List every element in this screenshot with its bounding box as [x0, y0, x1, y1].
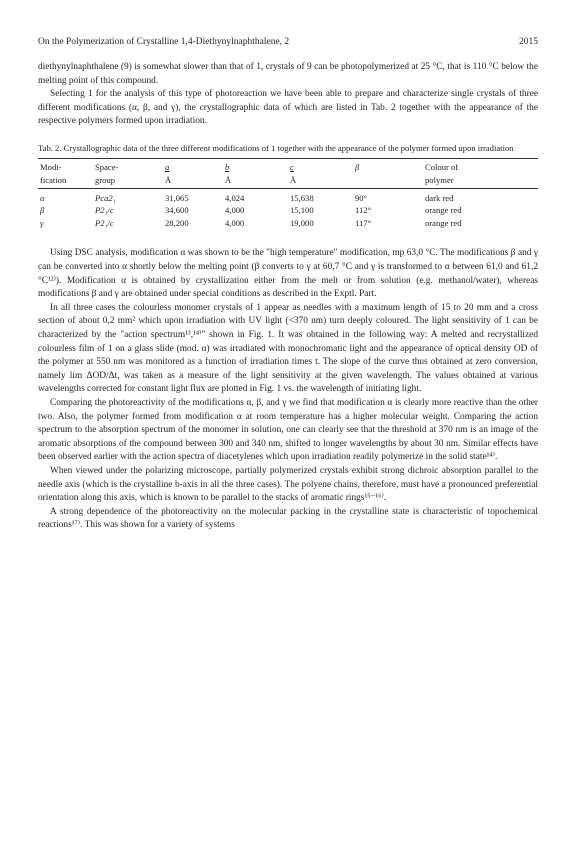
cell-b: 4,024: [225, 192, 245, 203]
col-unit-c: Å: [288, 175, 353, 188]
crystallographic-table: [38, 158, 538, 231]
table-row: [38, 204, 538, 217]
col-unit-a: Å: [163, 175, 223, 188]
cell-space-group: P2₁/c: [95, 217, 114, 228]
cell-beta: 112°: [355, 205, 372, 216]
col-unit-b: Å: [223, 175, 288, 188]
page: [38, 36, 538, 533]
table-row: [38, 188, 538, 204]
cell-modification: β: [40, 205, 45, 216]
col-header-b: b: [223, 159, 288, 175]
page-number: 2015: [519, 37, 538, 47]
running-header: [38, 36, 538, 48]
paragraph-4: In all three cases the colourless monomer crystals of 1 appear as needles with a maximum length of 15 to 20 mm and a cross section of about 0,2 mm² which upon irradiation with UV light (<370 nm) turn deeply coloured. The light sensitivity of 1 can be characterized by the "action spectrum¹³,¹⁴⁾" shown in Fig. 1. It was obtained in the following way: A melted and recrystallized colourless film of 1 on a glass slide (mod. α) was irradiated with monochromatic light and the appearance of optical density OD of the polymer at 550 nm was monitored as a function of irradiation times t. The slope of the curve thus obtained at zero conversion, namely lim ΔOD/Δt, was taken as a measure of the light sensitivity at the given wavelength. The values obtained at various wavelengths corrected for constant light flux are plotted in Fig. 1 vs. the wavelength of initiating light.: [38, 302, 538, 395]
cell-space-group: P2₁/c: [95, 205, 114, 216]
cell-b: 4,000: [225, 205, 245, 216]
col-header-c: c: [288, 159, 353, 175]
col-header-space-group-2: group: [93, 175, 163, 188]
cell-b: 4,000: [225, 217, 245, 228]
cell-beta: 90°: [355, 192, 368, 203]
cell-colour: dark red: [425, 192, 454, 203]
cell-modification: α: [40, 192, 45, 203]
col-header-modification: Modi-: [38, 159, 93, 175]
table-header-row: [38, 159, 538, 175]
cell-space-group: Pca2₁: [95, 192, 116, 203]
col-header-a: a: [163, 159, 223, 175]
running-title: On the Polymerization of Crystalline 1,4-Diethynylnaphthalene, 2: [38, 37, 290, 47]
col-header-space-group: Space-: [93, 159, 163, 175]
cell-beta: 117°: [355, 217, 372, 228]
paragraph-1: diethynylnaphthalene (9) is somewhat slower than that of 1, crystals of 9 can be photopolymerized at 25 °C, that is 110 °C below the melting point of this compound.: [38, 62, 538, 86]
table-caption: Tab. 2. Crystallographic data of the three different modifications of 1 together with the appearance of the polymer formed upon irradiation: [38, 142, 514, 153]
paragraph-3: Using DSC analysis, modification α was shown to be the "high temperature" modification, mp 63,0 °C. The modifications β and γ can be converted into α shortly below the melting point (β converts to γ at 60,7 °C and γ is transformed to α between 61,0 and 61,2 °C¹²⁾). Modification α is obtained by crystallization either from the melt or from solution (e.g. methanol/water), whereas modifications β and γ are obtained under special conditions as described in the Exptl. Part.: [38, 248, 538, 300]
cell-c: 15,638: [290, 192, 314, 203]
col-unit-beta: [353, 175, 423, 188]
paragraph-5: Comparing the photoreactivity of the modifications α, β, and γ we find that modification α is clearly more reactive than the other two. Also, the polymer formed from modification α at room temperature has a higher molecular weight. Comparing the action spectrum to the absorption spectrum of the monomer in solution, one can clearly see that the threshold at 370 nm is an image of the aromatic absorptions of the compound between 300 and 340 nm, shifted to longer wavelengths by about 30 nm. Similar effects have been observed earlier with the action spectra of diacetylenes which upon irradiation readily polymerize in the solid state¹⁴⁾.: [38, 397, 538, 463]
col-header-modification-2: fication: [38, 175, 93, 188]
table-header-row-2: [38, 175, 538, 188]
col-header-colour: Colour of: [423, 159, 538, 175]
cell-c: 19,000: [290, 217, 314, 228]
paragraph-7: A strong dependence of the photoreactivity on the molecular packing in the crystalline state is characteristic of topochemical reactions¹⁷⁾. This was shown for a variety of systems: [38, 506, 538, 531]
cell-colour: orange red: [425, 205, 462, 216]
cell-a: 28,200: [165, 217, 189, 228]
col-header-colour-2: polymer: [423, 175, 538, 188]
cell-colour: orange red: [425, 217, 462, 228]
cell-a: 34,600: [165, 205, 189, 216]
cell-c: 15,100: [290, 205, 314, 216]
cell-a: 31,065: [165, 192, 189, 203]
paragraph-6: When viewed under the polarizing microscope, partially polymerized crystals exhibit strong dichroic absorption parallel to the needle axis (which is the crystalline b-axis in all the three cases). The polyene chains, therefore, must have a pronounced preferential orientation along this axis, which is known to be parallel to the stacks of aromatic rings¹⁵⁻¹⁶⁾.: [38, 465, 538, 504]
col-header-beta: β: [353, 159, 423, 175]
cell-modification: γ: [40, 217, 44, 228]
paragraph-2: Selecting 1 for the analysis of this type of photoreaction we have been able to prepare and characterize single crystals of three different modifications (α, β, and γ), the crystallographic data of which are listed in Tab. 2 together with the appearance of the respective polymers formed upon irradiation.: [38, 89, 538, 127]
table-row: [38, 217, 538, 232]
